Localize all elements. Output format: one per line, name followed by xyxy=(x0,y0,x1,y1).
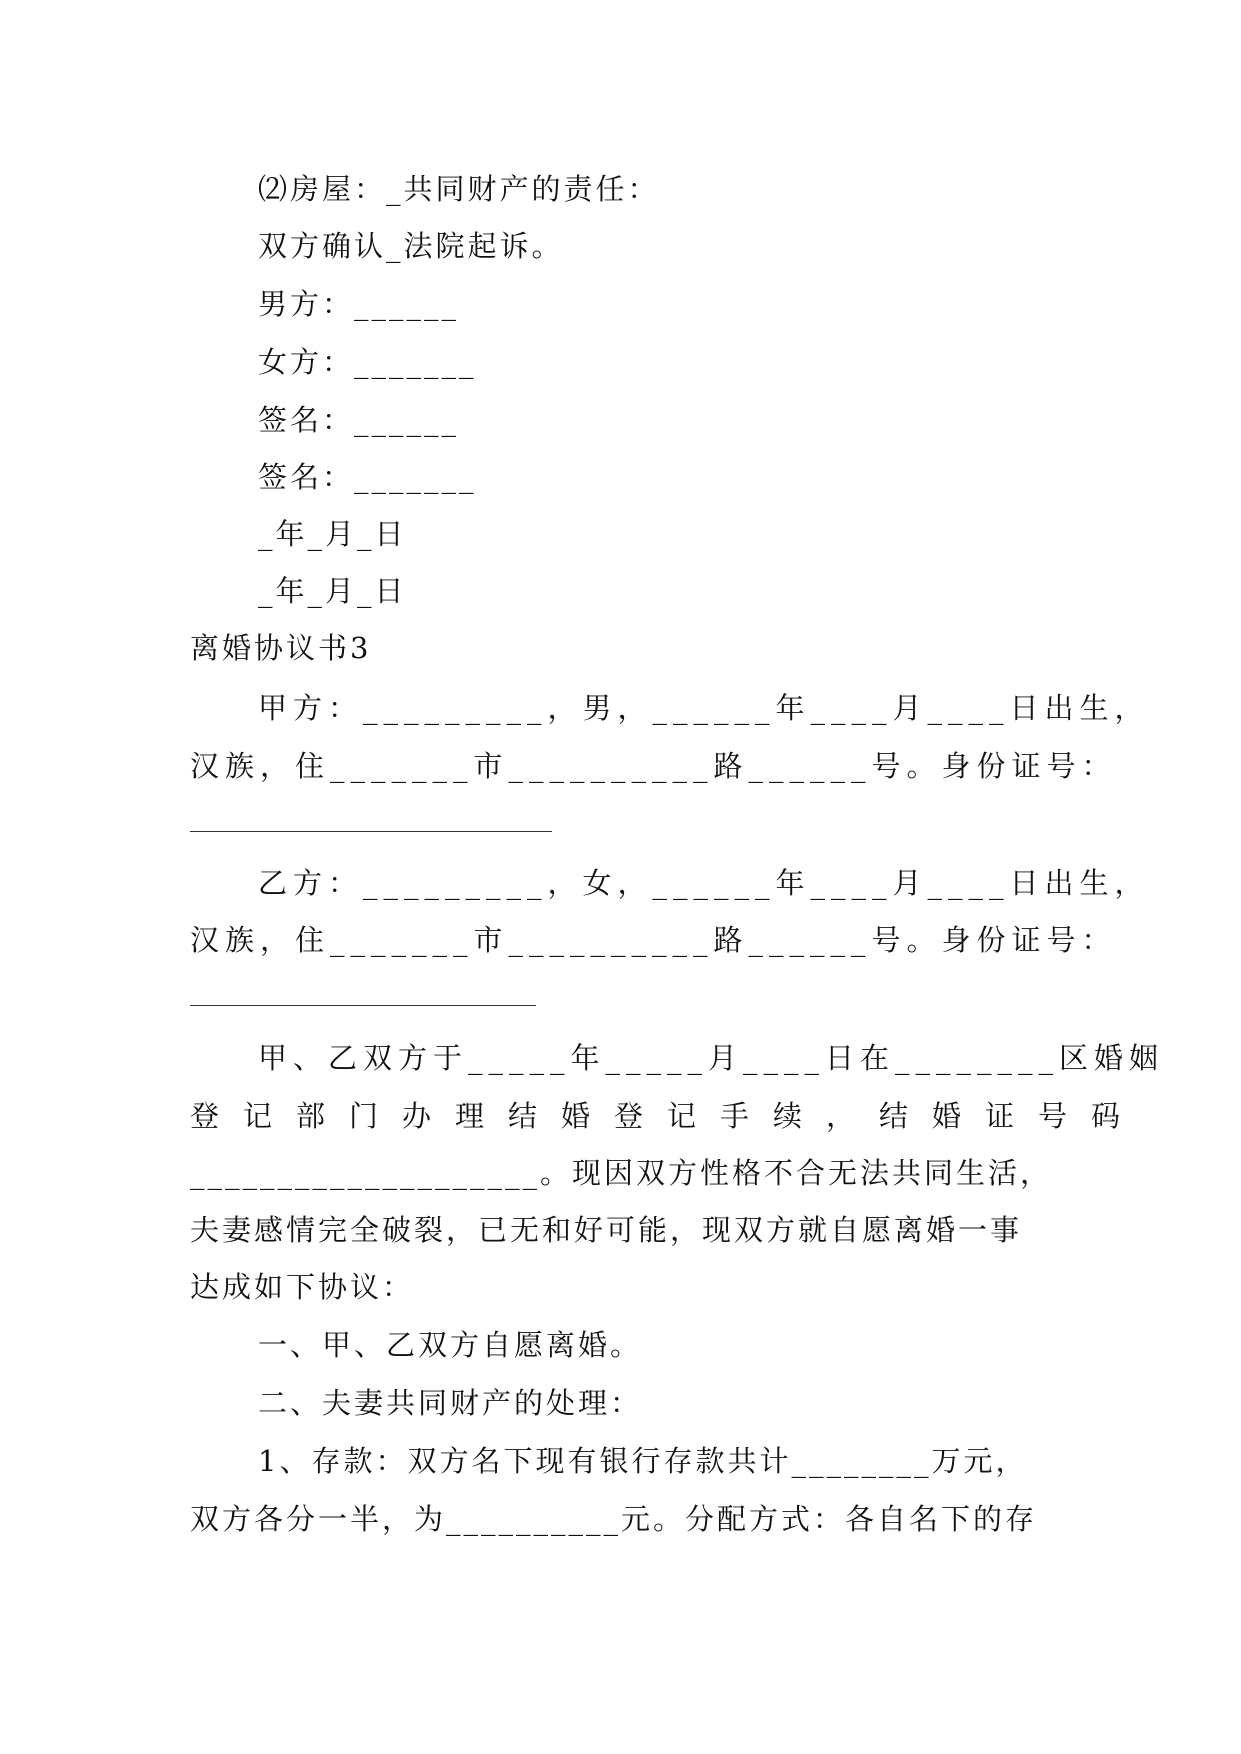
marriage-registration-line: 夫妻感情完全破裂，已无和好可能，现双方就自愿离婚一事 xyxy=(190,1213,1023,1247)
party-a-address-line: 汉族，住_______市__________路______号。身份证号： xyxy=(190,749,1117,783)
id-number-blank xyxy=(190,831,552,832)
male-party-line: 男方：______ xyxy=(258,287,460,321)
agreement-clause-2: 二、夫妻共同财产的处理： xyxy=(258,1386,643,1420)
marriage-registration-line: 达成如下协议： xyxy=(190,1270,415,1304)
signature-line: 签名：______ xyxy=(258,403,460,437)
court-confirm-line: 双方确认_法院起诉。 xyxy=(258,229,564,263)
female-party-line: 女方：_______ xyxy=(258,345,477,379)
marriage-registration-line: 登记部门办理结婚登记手续，结婚证号码 xyxy=(190,1099,1145,1133)
signature-line: 签名：_______ xyxy=(258,460,477,494)
id-number-blank xyxy=(190,1005,536,1006)
deposit-clause-line: 双方各分一半，为__________元。分配方式：各自名下的存 xyxy=(190,1502,1038,1536)
agreement-clause-1: 一、甲、乙双方自愿离婚。 xyxy=(258,1328,643,1362)
deposit-clause-line: 1、存款：双方名下现有银行存款共计________万元， xyxy=(258,1444,1028,1478)
marriage-registration-line: ____________________。现因双方性格不合无法共同生活， xyxy=(190,1156,1053,1190)
party-a-line: 甲方：_________，男，______年____月____日出生， xyxy=(258,691,1150,725)
date-line: _年_月_日 xyxy=(258,574,407,608)
party-b-line: 乙方：_________，女，______年____月____日出生， xyxy=(258,866,1150,900)
party-b-address-line: 汉族，住_______市__________路______号。身份证号： xyxy=(190,923,1117,957)
property-house-line: ⑵房屋：_共同财产的责任： xyxy=(258,172,660,206)
date-line: _年_月_日 xyxy=(258,517,407,551)
section-title: 离婚协议书3 xyxy=(190,631,372,665)
marriage-registration-line: 甲、乙双方于_____年_____月____日在________区婚姻 xyxy=(258,1041,1165,1075)
